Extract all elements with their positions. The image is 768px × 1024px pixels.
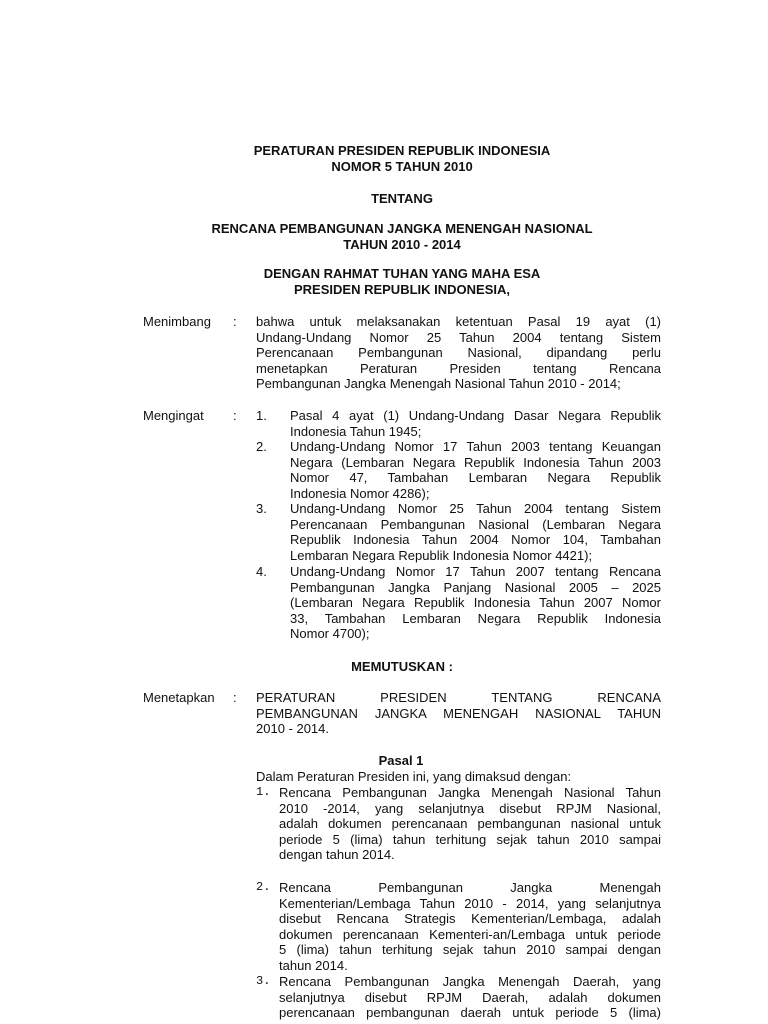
menetapkan-label: Menetapkan [143, 690, 215, 705]
tentang-heading: TENTANG [371, 191, 433, 206]
preamble-blessing: DENGAN RAHMAT TUHAN YANG MAHA ESA PRESIDEN REPUBLIK INDONESIA, [263, 266, 541, 297]
document-page: PERATURAN PRESIDEN REPUBLIK INDONESIA NOMOR 5 TAHUN 2010 TENTANG RENCANA PEMBANGUNAN JANGKA MENENGAH NASIONAL TAHUN 2010 - 2014 DENGAN RAHMAT TUHAN YANG MAHA ESA PRESIDEN REPUBLIK INDONESIA, Menimbang : bahwa untuk melaksanakan ketentuan Pasal 19 ayat (1) Undang-Undang Nomor 25 Tahun 2004 tentang Sistem Perencanaan Pembangunan Nasional, dipandang perlu menetapkan Peraturan Presiden tentang Rencana Pembangunan Jangka Menengah Nasional Tahun 2010 - 2014; Mengingat : 1. Pasal 4 ayat (1) Undang-Undang Dasar Negara Republik Indonesia Tahun 1945; 2. Undang-Undang Nomor 17 Tahun 2003 tentang Keuangan Negara (Lembaran Negara Republik Indonesia Tahun 2003 Nomor 47, Tambahan Lembaran Negara Republik Indonesia Nomor 4286); 3. Undang-Undang Nomor 25 Tahun 2004 tentang Sistem Perencanaan Pembangunan Nasional (Lembaran Negara Republik Indonesia Tahun 2004 Nomor 104, Tambahan Lembaran Negara Republik Indonesia Nomor 4421); 4. Undang-Undang Nomor 17 Tahun 2007 tentang Rencana Pembangunan Jangka Panjang Nasional 2005 – 2025 (Lembaran Negara Republik Indonesia Tahun 2007 Nomor 33, Tambahan Lembaran Negara Republik Indonesia Nomor 4700); MEMUTUSKAN : Menetapkan : PERATURAN PRESIDEN TENTANG RENCANA PEMBANGUNAN JANGKA MENENGAH NASIONAL TAHUN 2010 - 2014. Pasal 1 Dalam Peraturan Presiden ini, yang dimaksud dengan: 1. Rencana Pembangunan Jangka Menengah Nasional Tahun 2010 -2014, yang selanjutnya disebut RPJM Nasional, adalah dokumen perencanaan pembangunan nasional untuk periode 5 (lima) tahun terhitung sejak tahun 2010 sampai dengan tahun 2014. 2. Rencana Pembangunan Jangka Menengah Kementerian/Lembaga Tahun 2010 - 2014, yang selanjutnya disebut Rencana Strategis Kementerian/Lembaga, adalah dokumen perencanaan Kementeri-an/Lembaga untuk periode 5 (lima) tahun terhitung sejak tahun 2010 sampai dengan tahun 2014. 3. Rencana Pembangunan Jangka Menengah Daerah, yang selanjutnya disebut RPJM Daerah, adalah dokumen perencanaan pembangunan daerah untuk periode 5 (lima) [143, 143, 661, 1020]
memutuskan-heading: MEMUTUSKAN : [351, 659, 453, 674]
document-subject: RENCANA PEMBANGUNAN JANGKA MENENGAH NASIONAL TAHUN 2010 - 2014 [211, 221, 593, 252]
colon: : [233, 408, 237, 423]
menetapkan-text: PERATURAN PRESIDEN TENTANG RENCANA PEMBANGUNAN JANGKA MENENGAH NASIONAL TAHUN 2010 - 2014. [256, 690, 661, 736]
colon: : [233, 314, 237, 329]
mengingat-label: Mengingat [143, 408, 204, 423]
colon: : [233, 690, 237, 705]
pasal-heading: Pasal 1 [378, 753, 424, 768]
menimbang-text: bahwa untuk melaksanakan ketentuan Pasal 19 ayat (1) Undang-Undang Nomor 25 Tahun 2004 tentang Sistem Perencanaan Pembangunan Nasional, dipandang perlu menetapkan Peraturan Presiden tentang Rencana Pembangunan Jangka Menengah Nasional Tahun 2010 - 2014; [256, 314, 661, 391]
document-title: PERATURAN PRESIDEN REPUBLIK INDONESIA NOMOR 5 TAHUN 2010 [253, 143, 551, 174]
pasal-intro: Dalam Peraturan Presiden ini, yang dimaksud dengan: [256, 769, 572, 784]
menimbang-label: Menimbang [143, 314, 211, 329]
